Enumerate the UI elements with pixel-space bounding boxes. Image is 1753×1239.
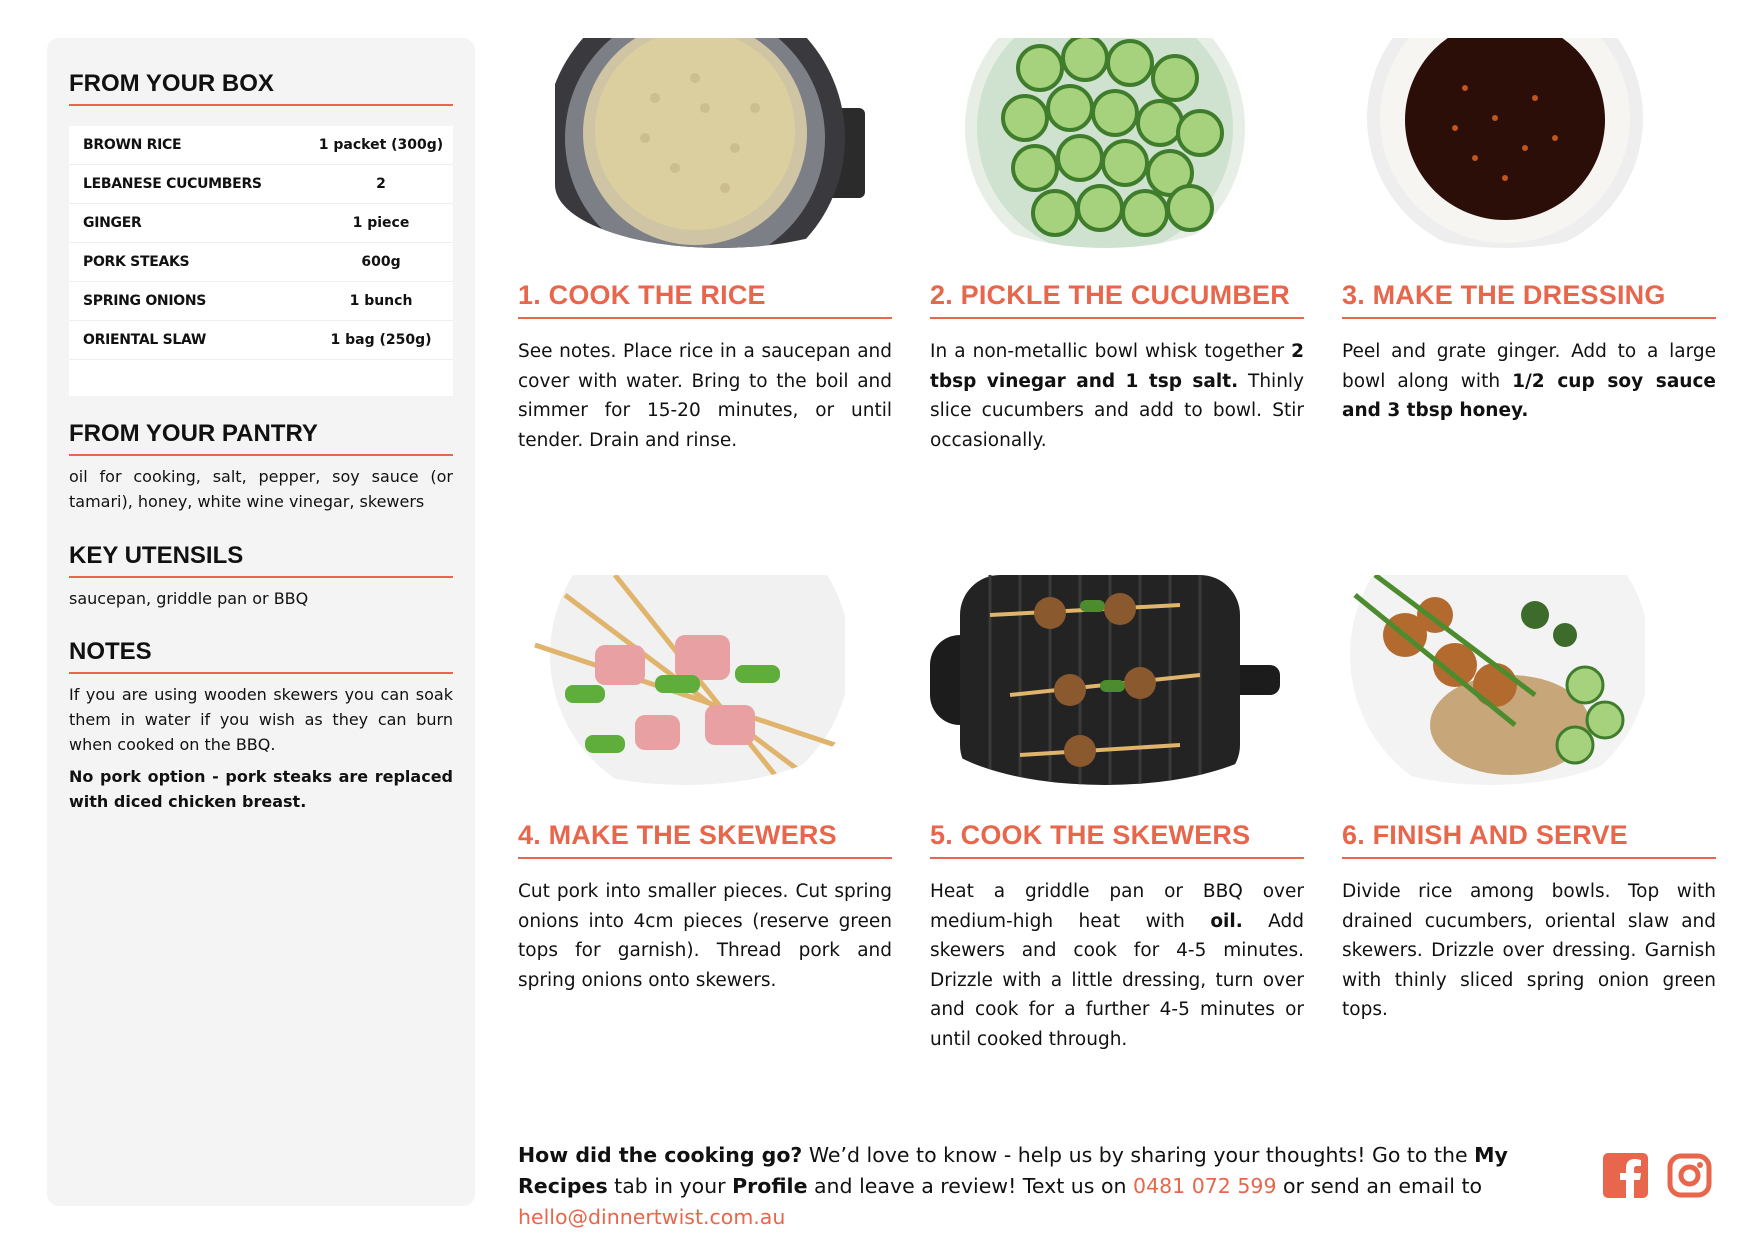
ingredient-name: BROWN RICE (83, 137, 182, 153)
step-2-text (930, 337, 1304, 455)
ingredient-qty: 2 (376, 176, 386, 192)
ingredient-qty: 1 bunch (349, 293, 413, 309)
step-text-part: See notes. Place rice in a saucepan and cover with water. Bring to the boil and simmer for 15-20 minutes, or until tender. Drain and rinse. (518, 341, 892, 451)
step-1-title: 1. COOK THE RICE (518, 280, 892, 319)
ingredient-qty: 1 bag (250g) (330, 332, 432, 348)
ingredient-name: PORK STEAKS (83, 254, 190, 270)
box-ingredient-row (69, 204, 453, 243)
my-recipes-link[interactable]: My Recipes (518, 1143, 1508, 1198)
ingredient-qty: 1 packet (300g) (318, 137, 444, 153)
ingredient-name: GINGER (83, 215, 142, 231)
ingredient-name: SPRING ONIONS (83, 293, 207, 309)
notes-bold-text: No pork option - pork steaks are replaced with diced chicken breast. (69, 767, 453, 811)
step-5-text (930, 877, 1304, 1054)
step-text-part: Heat a griddle pan or BBQ over medium-high heat with (930, 881, 1304, 932)
footer-text-4: or send an email to (1276, 1174, 1483, 1198)
step-3-title: 3. MAKE THE DRESSING (1342, 280, 1716, 319)
finished-bowl-photo (1335, 575, 1645, 785)
notes-title: NOTES (69, 638, 453, 674)
step-text-part: Thinly slice cucumbers and add to bowl. Stir occasionally. (930, 370, 1305, 451)
box-ingredient-row (69, 165, 453, 204)
box-ingredient-row (69, 126, 453, 165)
raw-skewers-photo (525, 575, 845, 785)
box-ingredient-row (69, 282, 453, 321)
ingredient-name: LEBANESE CUCUMBERS (83, 176, 262, 192)
step-text-part: Add skewers and cook for 4-5 minutes. Drizzle with a little dressing, turn over and cook for a further 4-5 minutes or until cooked through. (930, 910, 1304, 1050)
ingredients-sidebar (47, 38, 475, 1206)
step-6-text (1342, 877, 1716, 1025)
profile-link[interactable]: Profile (732, 1174, 808, 1198)
utensils-text: saucepan, griddle pan or BBQ (69, 589, 309, 608)
step-text-part: Peel and grate ginger. Add to a large bowl along with (1342, 341, 1716, 392)
instagram-icon[interactable] (1667, 1153, 1712, 1198)
box-title: FROM YOUR BOX (69, 70, 453, 106)
step-4-text (518, 877, 892, 995)
step-text-part: 1/2 cup soy sauce and 3 tbsp honey. (1342, 370, 1716, 421)
step-text-part: In a non-metallic bowl whisk together (930, 341, 1292, 362)
box-ingredient-row (69, 321, 453, 360)
rice-photo (555, 38, 885, 248)
step-text-part: 2 tbsp vinegar and 1 tsp salt. (930, 341, 1304, 392)
footer-text-1: We’d love to know - help us by sharing your thoughts! Go to the (802, 1143, 1475, 1167)
box-ingredients-table (69, 126, 453, 396)
step-1-text (518, 337, 892, 455)
griddle-photo (930, 575, 1280, 785)
cucumber-photo (960, 38, 1250, 248)
footer-question: How did the cooking go? (518, 1143, 803, 1167)
facebook-icon[interactable] (1603, 1153, 1648, 1198)
step-2-title: 2. PICKLE THE CUCUMBER (930, 280, 1304, 319)
phone-link[interactable]: 0481 072 599 (1133, 1174, 1277, 1198)
pantry-text: oil for cooking, salt, pepper, soy sauce (or tamari), honey, white wine vinegar, skewers (69, 467, 453, 511)
footer-text-2: tab in your (607, 1174, 733, 1198)
step-text-part: Cut pork into smaller pieces. Cut spring onions into 4cm pieces (reserve green tops for garnish). Thread pork and spring onions onto skewers. (518, 881, 892, 991)
email-link[interactable]: hello@dinnertwist.com.au (518, 1205, 786, 1229)
notes-text: If you are using wooden skewers you can soak them in water if you wish as they can burn when cooked on the BBQ. (69, 685, 453, 754)
step-4-title: 4. MAKE THE SKEWERS (518, 820, 892, 859)
step-text-part: oil. (1210, 910, 1243, 932)
ingredient-name: ORIENTAL SLAW (83, 332, 207, 348)
step-5-title: 5. COOK THE SKEWERS (930, 820, 1304, 859)
ingredient-qty: 600g (361, 254, 401, 270)
dressing-photo (1365, 38, 1645, 248)
utensils-title: KEY UTENSILS (69, 542, 453, 578)
box-ingredient-row (69, 243, 453, 282)
pantry-title: FROM YOUR PANTRY (69, 420, 453, 456)
step-6-title: 6. FINISH AND SERVE (1342, 820, 1716, 859)
feedback-footer (518, 1140, 1578, 1233)
step-text-part: Divide rice among bowls. Top with drained cucumbers, oriental slaw and skewers. Drizzle over dressing. Garnish with thinly sliced spring onion green tops. (1342, 881, 1716, 1020)
ingredient-qty: 1 piece (352, 215, 410, 231)
footer-text-3: and leave a review! Text us on (807, 1174, 1134, 1198)
step-3-text (1342, 337, 1716, 426)
